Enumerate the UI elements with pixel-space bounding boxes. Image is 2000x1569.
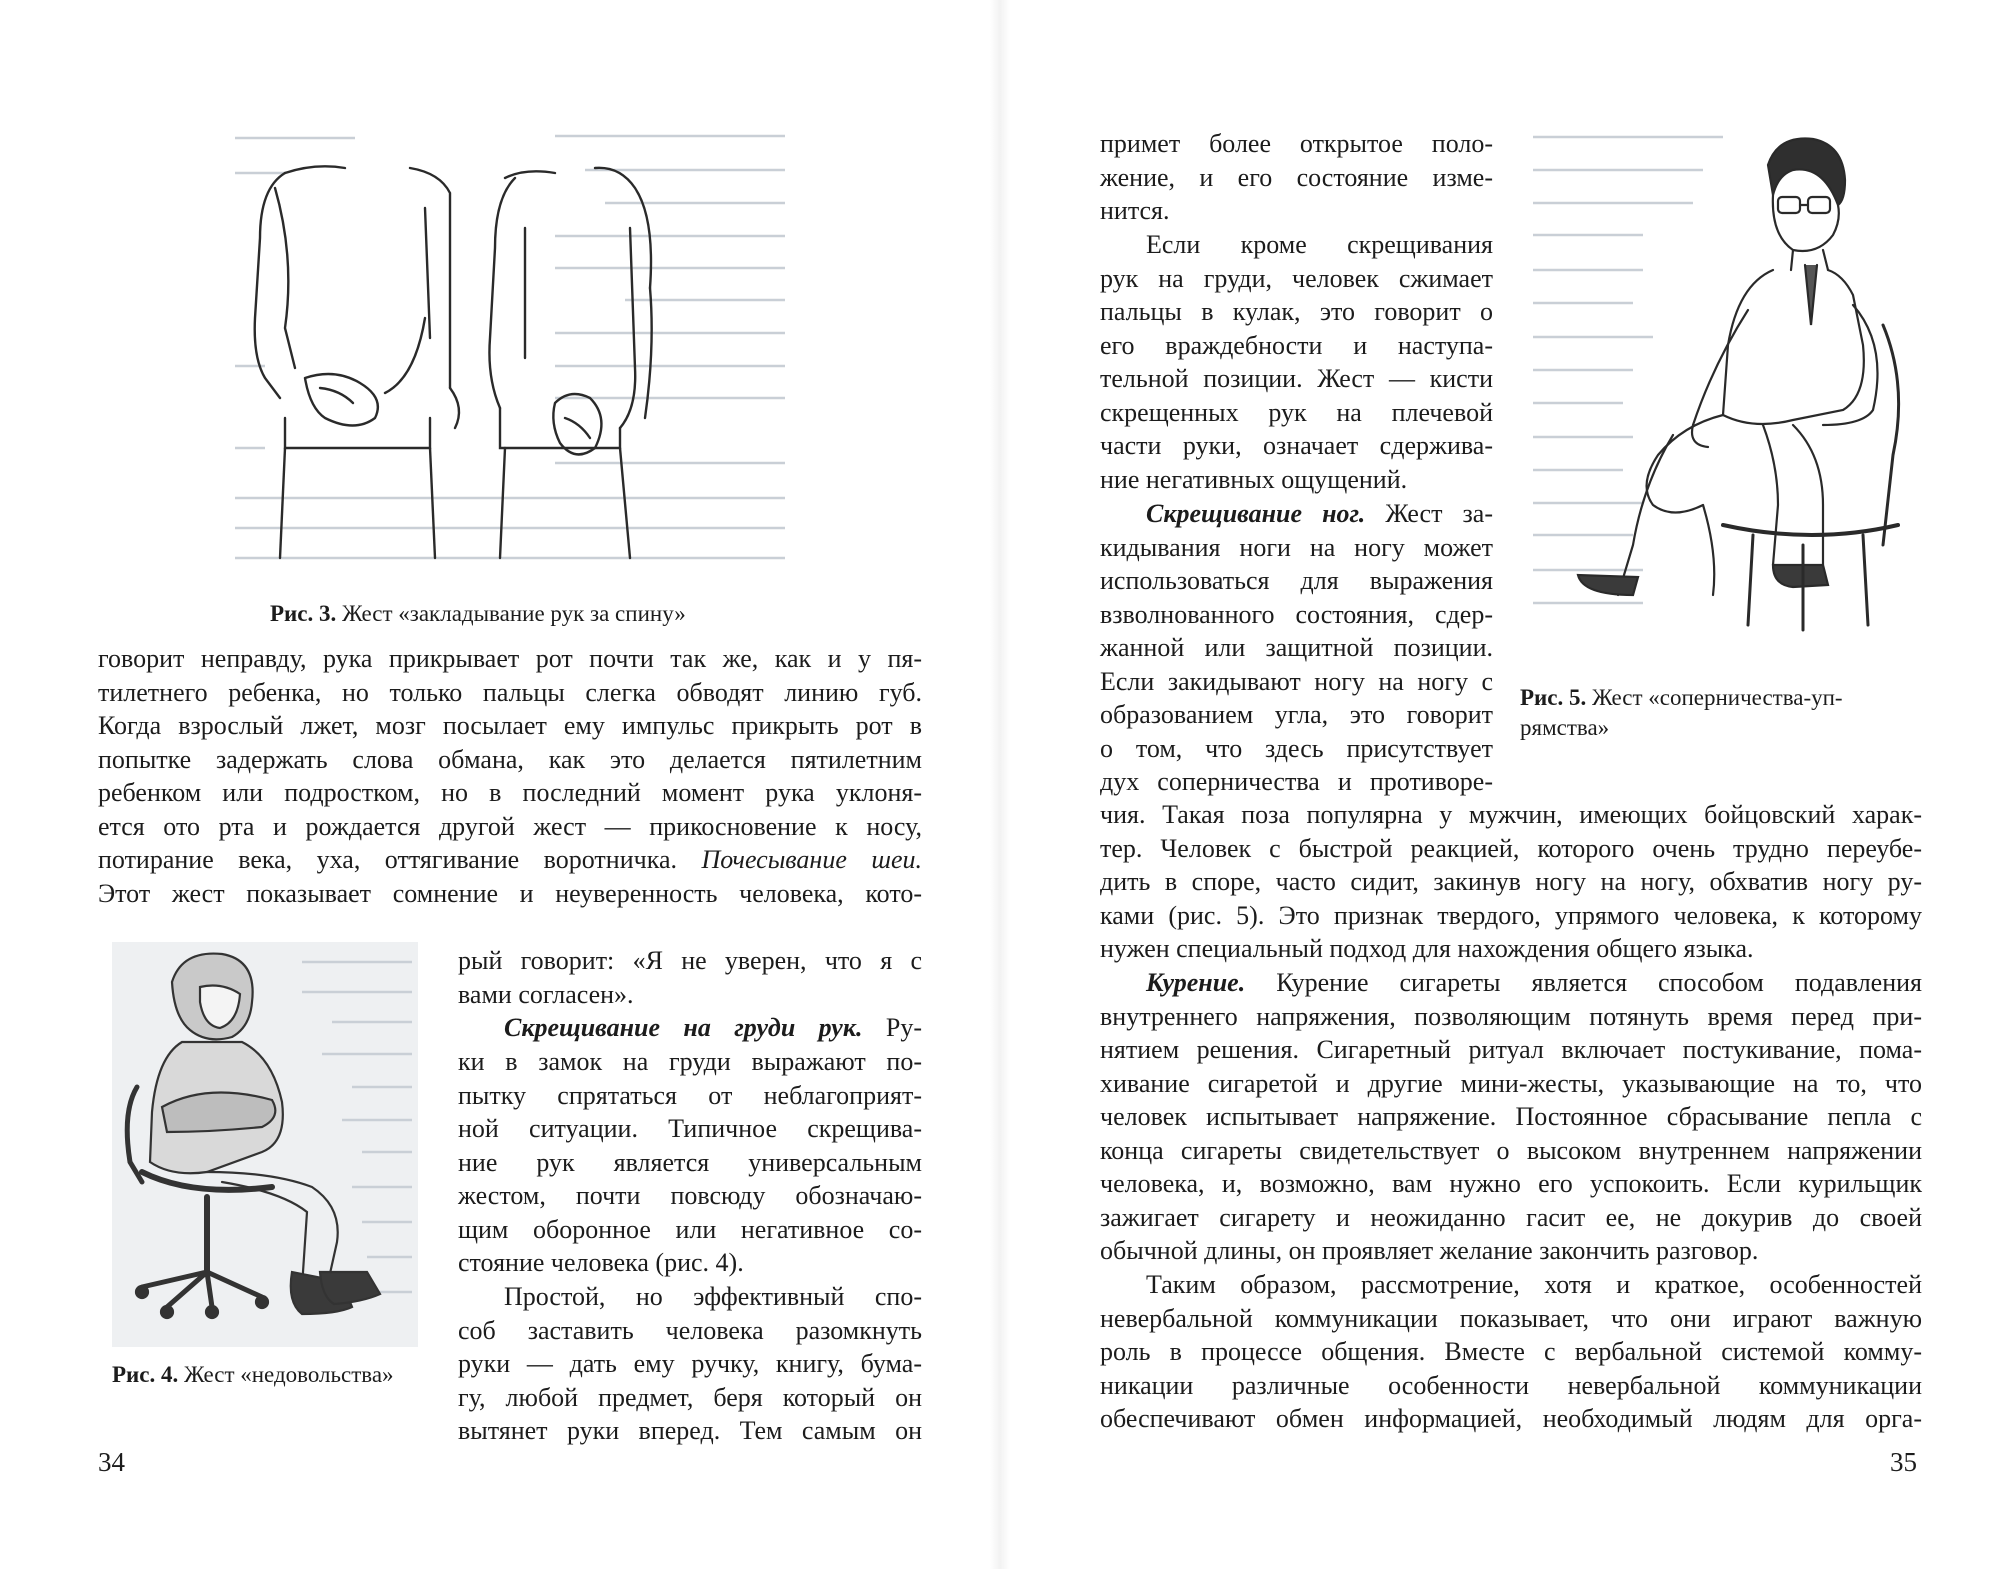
text-line: тилетнего ребенка, но только пальцы слегка обводят линию губ. (98, 677, 922, 707)
text-line: Когда взрослый лжет, мозг посылает ему импульс прикрыть рот в (98, 711, 922, 740)
text-line: человек испытывает напряжение. Постоянное сбрасывание пепла с (1100, 1102, 1922, 1131)
figure-4-caption-label: Рис. 4. (112, 1362, 179, 1387)
text-line: зажигает сигарету и неожиданно гасит ее, не докурив до своей (1100, 1202, 1922, 1232)
figure-4-caption-text: Жест «недовольства» (184, 1362, 394, 1387)
page-number-right: 35 (1890, 1447, 1917, 1477)
text-line: Простой, но эффективный спо- (504, 1282, 922, 1311)
text-line-with-title (1100, 966, 1922, 1000)
figure-5-illustration (1523, 125, 1923, 645)
text-line: говорит неправду, рука прикрывает рот почти так же, как и у пя- (98, 644, 922, 673)
text-line: кидывания ноги на ногу может (1100, 532, 1493, 562)
seated-man-crossed-legs (1578, 139, 1899, 630)
figure-3-illustration (225, 118, 795, 586)
figure-3-drawing (225, 118, 795, 586)
right-page (1000, 0, 2000, 1569)
paragraph-lie-gesture (98, 642, 922, 910)
paragraph-crossing-legs-continued (1100, 798, 1922, 966)
text-line: тельной позиции. Жест — кисти (1100, 364, 1493, 393)
text-line: конца сигареты свидетельствует о высоком внутреннем напряжении (1100, 1135, 1922, 1165)
figure-5-caption-label: Рис. 5. (1520, 685, 1587, 710)
text-line: образованием угла, это говорит (1100, 700, 1493, 729)
text-line: рый говорит: «Я не уверен, что я с (458, 946, 922, 975)
text-line: нится. (1100, 196, 1170, 225)
text-line: ние рук является универсальным (458, 1147, 922, 1177)
text-line: нужен специальный подход для нахождения общего языка. (1100, 934, 1754, 963)
text-line: Жест за- (1365, 499, 1493, 528)
text-line: Курение сигареты является способом подавления (1245, 968, 1922, 997)
text-line: дух соперничества и противоре- (1100, 767, 1493, 796)
paragraph-crossing-arms (458, 1011, 922, 1045)
text-line-with-italic (98, 843, 922, 877)
text-line: Если кроме скрещивания (1146, 230, 1493, 259)
text-line: вытянет руки вперед. Тем самым он (458, 1416, 922, 1445)
paragraph-crossing-legs (1100, 497, 1493, 799)
text-line: нятием решения. Сигаретный ритуал включает постукивание, пома- (1100, 1035, 1922, 1064)
text-line: о том, что здесь присутствует (1100, 733, 1493, 763)
figure-5-drawing (1523, 125, 1923, 645)
paragraph-crossing-arms-body (458, 1045, 922, 1280)
text-line: руки — дать ему ручку, книгу, бума- (458, 1349, 922, 1378)
smoking-title: Курение. (1146, 968, 1246, 997)
text-line: скрещенных рук на плечевой (1100, 397, 1493, 427)
text-line: Таким образом, рассмотрение, хотя и краткое, особенностей (1146, 1270, 1922, 1299)
text-line: Ру- (862, 1013, 922, 1042)
text-line: жестом, почти повсюду обозначаю- (458, 1181, 922, 1210)
paragraph-fist (1100, 228, 1493, 496)
figure-4-illustration (112, 942, 418, 1347)
page-number-left: 34 (98, 1447, 125, 1477)
bleed-through-text (1533, 137, 1723, 603)
text-line-with-title (458, 1011, 922, 1045)
crossing-legs-title: Скрещивание ног. (1146, 499, 1366, 528)
text-line: примет более открытое поло- (1100, 129, 1493, 158)
text-line: хивание сигаретой и другие мини-жесты, указывающие на то, что (1100, 1068, 1922, 1098)
text-line: соб заставить человека разомкнуть (458, 1315, 922, 1345)
figure-5-caption-text: Жест «соперничества-уп- (1592, 685, 1843, 710)
paragraph-conclusion (1100, 1268, 1922, 1436)
text-line: внутреннего напряжения, позволяющим потянуть время перед при- (1100, 1001, 1922, 1031)
text-line: стояние человека (рис. 4). (458, 1248, 744, 1277)
text-line: его враждебности и наступа- (1100, 330, 1493, 360)
figure-3-caption-text: Жест «закладывание рук за спину» (342, 601, 686, 626)
text-line: человека, и, возможно, вам нужно его успокоить. Если курильщик (1100, 1169, 1922, 1198)
bleed-through-text (235, 136, 785, 558)
text-line: гу, любой предмет, беря который он (458, 1382, 922, 1412)
text-line: ется ото рта и рождается другой жест — прикосновение к носу, (98, 811, 922, 841)
text-line: чия. Такая поза популярна у мужчин, имеющих бойцовский харак- (1100, 800, 1922, 829)
text-line: дить в споре, часто сидит, закинув ногу на ногу, обхватив ногу ру- (1100, 867, 1922, 896)
text-line: части руки, означает сдержива- (1100, 431, 1493, 460)
text-line: ками (рис. 5). Это признак твердого, упрямого человека, к которому (1100, 900, 1922, 930)
paragraph-smoking (1100, 966, 1922, 1268)
text-line: ние негативных ощущений. (1100, 464, 1408, 494)
text-line: взволнованного состояния, сдер- (1100, 599, 1493, 629)
text-line: тер. Человек с быстрой реакцией, которого очень трудно переубе- (1100, 833, 1922, 863)
text-line: использоваться для выражения (1100, 566, 1493, 595)
text-line: обычной длины, он проявляет желание закончить разговор. (1100, 1236, 1759, 1265)
figure-5-caption-text-2: рямства» (1520, 715, 1610, 740)
text-line: невербальной коммуникации показывает, что они играют важную (1100, 1303, 1922, 1333)
text-line: Этот жест показывает сомнение и неуверенность человека, кото- (98, 878, 922, 908)
text-line-with-title (1100, 497, 1493, 531)
paragraph-simple-way (458, 1280, 922, 1448)
figure-4-caption (112, 1360, 394, 1390)
text-line: жанной или защитной позиции. (1100, 633, 1493, 662)
text-line: ки в замок на груди выражают по- (458, 1047, 922, 1076)
figure-3-caption-label: Рис. 3. (270, 601, 337, 626)
text-line: Если закидывают ногу на ногу с (1100, 666, 1493, 696)
text-line: попытке задержать слова обмана, как это делается пятилетним (98, 744, 922, 774)
crossing-arms-title: Скрещивание на груди рук. (504, 1013, 863, 1042)
figure-4-drawing (112, 942, 418, 1347)
text-line: щим оборонное или негативное со- (458, 1214, 922, 1244)
text-line: пытку спрятаться от неблагоприят- (458, 1080, 922, 1110)
text-line: ребенком или подростком, но в последний момент рука уклоня- (98, 778, 922, 807)
text-line: ной ситуации. Типичное скрещива- (458, 1114, 922, 1143)
text-line: обеспечивают обмен информацией, необходимый людям для орга- (1100, 1404, 1922, 1433)
text-line: никации различные особенности невербальной коммуникации (1100, 1370, 1922, 1400)
text-line: жение, и его состояние изме- (1100, 162, 1493, 192)
neck-scratching-term: Почесывание шеи. (701, 845, 922, 874)
text-line: рук на груди, человек сжимает (1100, 263, 1493, 293)
paragraph-not-sure (458, 944, 922, 1011)
figure-5-caption (1520, 683, 1920, 743)
text-line: потирание века, уха, оттягивание воротничка. (98, 845, 702, 874)
text-line: роль в процессе общения. Вместе с вербальной системой комму- (1100, 1337, 1922, 1366)
figure-3-caption (270, 599, 686, 629)
text-line: пальцы в кулак, это говорит о (1100, 297, 1493, 326)
paragraph-open-position (1100, 127, 1493, 228)
text-line: вами согласен». (458, 979, 634, 1009)
